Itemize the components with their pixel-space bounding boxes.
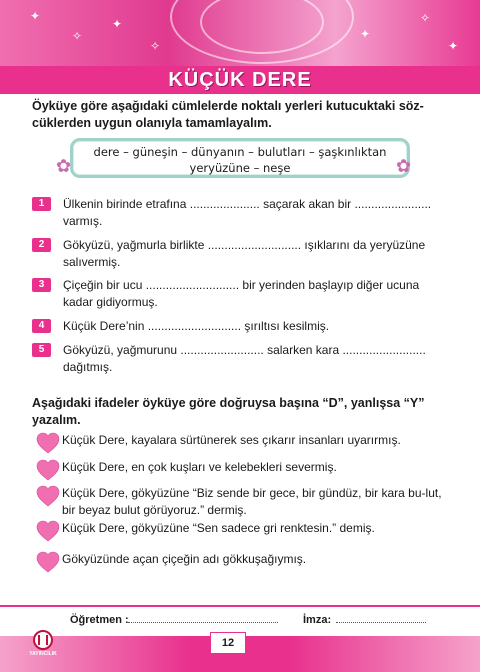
- word-box-line2: yeryüzüne – neşe: [189, 161, 291, 175]
- publisher-name: YAYINCILIK: [29, 651, 57, 657]
- statement-item: [36, 485, 456, 519]
- question-text: Küçük Dere’nin ............................ şırıltısı kesilmiş.: [63, 319, 330, 333]
- question-text: Gökyüzü, yağmurunu ......................... salarken kara ......................... dağıtmış.: [63, 343, 426, 374]
- sparkle-icon: ✦: [448, 39, 459, 53]
- signature-line[interactable]: [336, 622, 426, 623]
- heart-icon[interactable]: [36, 432, 60, 454]
- word-box: [70, 138, 410, 178]
- publisher-mark: [33, 630, 53, 650]
- question-item: [32, 237, 452, 271]
- statement-text: Küçük Dere, gökyüzüne “Biz sende bir gece, bir gündüz, bir kara bu-lut, bir beyaz bulut görüyoruz.” dermiş.: [62, 486, 442, 517]
- sparkle-icon: ✧: [72, 29, 83, 43]
- question-text: Ülkenin birinde etrafına ..................... saçarak akan bir ....................... varmış.: [63, 197, 432, 228]
- statement-item: [36, 432, 456, 449]
- question-item: [32, 318, 452, 335]
- heart-icon[interactable]: [36, 485, 60, 507]
- exercise2-instruction: Aşağıdaki ifadeler öyküye göre doğruysa başına “D”, yanlışsa “Y” yazalım.: [32, 396, 425, 427]
- flower-icon: ✿: [396, 156, 412, 176]
- sparkle-icon: ✦: [360, 27, 371, 41]
- question-text: Gökyüzü, yağmurla birlikte ............................ ışıklarını da yeryüzüne salıvermiş.: [63, 238, 426, 269]
- teacher-signature-line[interactable]: [128, 622, 278, 623]
- page-title: KÜÇÜK DERE: [168, 68, 312, 91]
- statement-text: Küçük Dere, en çok kuşları ve kelebekleri severmiş.: [62, 460, 337, 474]
- question-item: [32, 277, 452, 311]
- sparkle-icon: ✧: [420, 11, 431, 25]
- question-number: 4: [32, 319, 51, 333]
- exercise1-instruction: Öyküye göre aşağıdaki cümlelerde noktalı yerleri kutucuktaki söz-cüklerden uygun olanıyla tamamlayalım.: [32, 99, 424, 130]
- question-item: [32, 342, 452, 376]
- heart-icon[interactable]: [36, 551, 60, 573]
- statement-item: [36, 459, 456, 476]
- word-box-line1: dere – güneşin – dünyanın – bulutları – şaşkınlıktan: [93, 145, 387, 159]
- heart-icon[interactable]: [36, 459, 60, 481]
- page-number: 12: [210, 632, 246, 654]
- publisher-logo-icon: [28, 630, 58, 666]
- statement-text: Küçük Dere, gökyüzüne “Sen sadece gri renktesin.” demiş.: [62, 521, 375, 535]
- teacher-label: Öğretmen :: [70, 614, 129, 626]
- question-number: 5: [32, 343, 51, 357]
- question-number: 1: [32, 197, 51, 211]
- heart-icon[interactable]: [36, 520, 60, 542]
- statement-item: [36, 520, 456, 537]
- question-number: 3: [32, 278, 51, 292]
- sparkle-icon: ✧: [150, 39, 161, 53]
- question-number: 2: [32, 238, 51, 252]
- statement-text: Küçük Dere, kayalara sürtünerek ses çıkarır insanları uyarırmış.: [62, 433, 401, 447]
- flower-icon: ✿: [56, 156, 72, 176]
- question-text: Çiçeğin bir ucu ............................ bir yerinden başlayıp diğer ucuna kadar gidiyormuş.: [63, 278, 420, 309]
- title-bar: [0, 66, 480, 94]
- statement-text: Gökyüzünde açan çiçeğin adı gökkuşağıymış.: [62, 552, 307, 566]
- header-banner: [0, 0, 480, 66]
- question-item: [32, 196, 452, 230]
- sparkle-icon: ✦: [112, 17, 123, 31]
- signature-label: İmza:: [303, 614, 332, 626]
- footer-divider: [0, 605, 480, 607]
- statement-item: [36, 551, 456, 568]
- sparkle-icon: ✦: [30, 9, 41, 23]
